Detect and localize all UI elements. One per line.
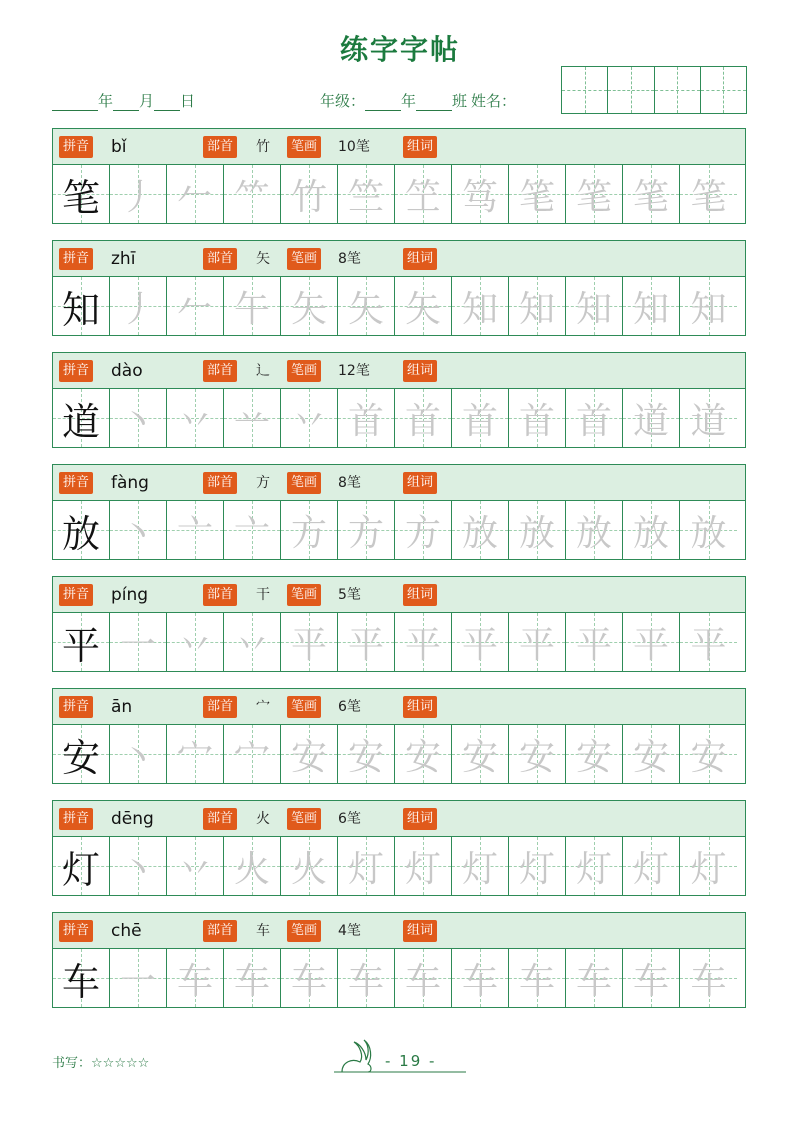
pinyin-tag: 拼音 [59, 360, 93, 382]
character-info-bar [52, 800, 746, 836]
stroke-step-character: 车 [233, 960, 270, 1002]
model-character: 放 [61, 511, 100, 556]
pinyin-value: ān [111, 697, 133, 717]
strokes-tag: 笔画 [287, 808, 321, 830]
trace-cell[interactable] [452, 389, 509, 447]
trace-cell[interactable] [110, 725, 167, 783]
trace-cell[interactable] [338, 613, 395, 671]
trace-cell[interactable] [395, 501, 452, 559]
tian-grid-row [52, 276, 746, 336]
character-info-bar [52, 464, 746, 500]
trace-cell[interactable] [452, 165, 509, 223]
trace-cell[interactable] [395, 165, 452, 223]
trace-cell[interactable] [167, 949, 224, 1007]
pinyin-value: chē [111, 921, 142, 941]
stroke-step-character: 灯 [461, 848, 498, 890]
trace-cell[interactable] [395, 389, 452, 447]
words-tag[interactable]: 组词 [403, 136, 437, 158]
trace-cell[interactable] [224, 389, 281, 447]
stroke-step-character: 放 [518, 512, 555, 554]
trace-cell[interactable] [167, 837, 224, 895]
trace-cell[interactable] [110, 949, 167, 1007]
stroke-step-character: 丷 [290, 400, 327, 442]
trace-cell[interactable] [680, 277, 737, 335]
stroke-step-character: 道 [690, 400, 727, 442]
stroke-step-character: 车 [176, 960, 213, 1002]
trace-cell[interactable] [566, 389, 623, 447]
trace-cell[interactable] [452, 725, 509, 783]
words-tag[interactable]: 组词 [403, 920, 437, 942]
stroke-step-character: 笔 [575, 176, 612, 218]
strokes-value: 4笔 [338, 923, 361, 939]
trace-cell[interactable] [281, 389, 338, 447]
radical-tag: 部首 [203, 696, 237, 718]
trace-cell[interactable] [509, 277, 566, 335]
radical-value: 矢 [256, 251, 270, 267]
trace-cell[interactable] [680, 501, 737, 559]
month-label: 月 [139, 92, 155, 110]
radical-tag: 部首 [203, 584, 237, 606]
day-blank[interactable] [154, 94, 180, 111]
trace-cell[interactable] [452, 949, 509, 1007]
pinyin-value: bǐ [111, 137, 127, 157]
trace-cell[interactable] [509, 165, 566, 223]
trace-cell[interactable] [338, 837, 395, 895]
stroke-step-character: 车 [461, 960, 498, 1002]
trace-cell[interactable] [338, 389, 395, 447]
stroke-step-character: 知 [575, 288, 612, 330]
trace-cell[interactable] [623, 165, 680, 223]
stroke-step-character: 灯 [518, 848, 555, 890]
grade-blank[interactable] [365, 94, 401, 111]
stroke-step-character: 笔 [690, 176, 727, 218]
model-character-cell [53, 165, 110, 223]
strokes-value: 12笔 [338, 363, 370, 379]
trace-cell[interactable] [566, 725, 623, 783]
trace-cell[interactable] [566, 501, 623, 559]
stroke-step-character: 知 [518, 288, 555, 330]
stroke-step-character: 丷 [233, 624, 270, 666]
model-character: 笔 [61, 175, 100, 220]
stroke-step-character: 午 [233, 288, 270, 330]
character-section [52, 352, 746, 448]
trace-cell[interactable] [281, 501, 338, 559]
words-tag[interactable]: 组词 [403, 472, 437, 494]
trace-cell[interactable] [509, 501, 566, 559]
pinyin-value: fàng [111, 473, 149, 493]
stroke-step-character: 矢 [347, 288, 384, 330]
trace-cell[interactable] [167, 389, 224, 447]
name-grid-box[interactable] [561, 66, 747, 114]
stroke-step-character: 𠂉 [176, 176, 213, 218]
words-tag[interactable]: 组词 [403, 696, 437, 718]
tian-grid-row [52, 836, 746, 896]
radical-value: 宀 [256, 699, 270, 715]
strokes-tag: 笔画 [287, 248, 321, 270]
stroke-step-character: 矢 [404, 288, 441, 330]
trace-cell[interactable] [566, 613, 623, 671]
trace-cell[interactable] [167, 277, 224, 335]
trace-cell[interactable] [452, 837, 509, 895]
stroke-step-character: 车 [290, 960, 327, 1002]
date-line [52, 90, 195, 111]
stroke-step-character: 放 [690, 512, 727, 554]
model-character-cell [53, 725, 110, 783]
model-character: 知 [61, 287, 100, 332]
trace-cell[interactable] [680, 613, 737, 671]
stroke-step-character: 灯 [575, 848, 612, 890]
stroke-step-character: 丷 [176, 400, 213, 442]
stroke-step-character: 𠂉 [176, 288, 213, 330]
strokes-tag: 笔画 [287, 360, 321, 382]
trace-cell[interactable] [566, 837, 623, 895]
tian-grid-row [52, 164, 746, 224]
stroke-step-character: 安 [575, 736, 612, 778]
stroke-step-character: 安 [290, 736, 327, 778]
student-info-line [320, 90, 516, 111]
stroke-step-character: 方 [347, 512, 384, 554]
trace-cell[interactable] [224, 949, 281, 1007]
strokes-value: 5笔 [338, 587, 361, 603]
page-title: 练字字帖 [339, 33, 460, 66]
stroke-step-character: 放 [461, 512, 498, 554]
trace-cell[interactable] [680, 837, 737, 895]
year-label: 年 [98, 92, 114, 110]
trace-cell[interactable] [395, 837, 452, 895]
model-character-cell [53, 949, 110, 1007]
trace-cell[interactable] [281, 837, 338, 895]
trace-cell[interactable] [566, 277, 623, 335]
trace-cell[interactable] [680, 725, 737, 783]
stroke-step-character: 丿 [119, 176, 156, 218]
stroke-step-character: 竺 [347, 176, 384, 218]
trace-cell[interactable] [395, 277, 452, 335]
trace-cell[interactable] [110, 837, 167, 895]
trace-cell[interactable] [623, 949, 680, 1007]
radical-tag: 部首 [203, 808, 237, 830]
trace-cell[interactable] [452, 501, 509, 559]
trace-cell[interactable] [566, 165, 623, 223]
model-character-cell [53, 501, 110, 559]
radical-value: 方 [256, 475, 270, 491]
name-label: 姓名： [471, 92, 517, 110]
pinyin-tag: 拼音 [59, 472, 93, 494]
stroke-step-character: 笔 [518, 176, 555, 218]
month-blank[interactable] [113, 94, 139, 111]
trace-cell[interactable] [680, 949, 737, 1007]
grade-year-label: 年 [401, 92, 417, 110]
radical-value: 竹 [256, 139, 270, 155]
stroke-step-character: 平 [347, 624, 384, 666]
trace-cell[interactable] [680, 389, 737, 447]
strokes-tag: 笔画 [287, 696, 321, 718]
trace-cell[interactable] [395, 725, 452, 783]
pinyin-tag: 拼音 [59, 136, 93, 158]
stroke-step-character: 丶 [119, 512, 156, 554]
strokes-tag: 笔画 [287, 136, 321, 158]
stroke-step-character: 安 [632, 736, 669, 778]
radical-value: 火 [256, 811, 270, 827]
stroke-step-character: 车 [347, 960, 384, 1002]
stroke-step-character: 首 [518, 400, 555, 442]
character-section [52, 240, 746, 336]
character-info-bar [52, 576, 746, 612]
name-grid-cell[interactable] [701, 67, 746, 113]
stroke-step-character: 笃 [461, 176, 498, 218]
stroke-step-character: ⺮ [233, 176, 270, 218]
stroke-step-character: 首 [575, 400, 612, 442]
stroke-step-character: 宀 [233, 736, 270, 778]
tian-grid-row [52, 724, 746, 784]
trace-cell[interactable] [110, 165, 167, 223]
stroke-step-character: 丿 [119, 288, 156, 330]
stroke-step-character: 䒑 [233, 400, 270, 442]
rating [52, 1052, 149, 1071]
stroke-step-character: 宀 [176, 736, 213, 778]
trace-cell[interactable] [338, 165, 395, 223]
stroke-step-character: 丶 [119, 400, 156, 442]
character-section [52, 128, 746, 224]
stroke-step-character: 首 [347, 400, 384, 442]
strokes-value: 10笔 [338, 139, 370, 155]
rating-label: 书写： [52, 1056, 92, 1071]
name-grid-cell[interactable] [562, 67, 608, 113]
pinyin-tag: 拼音 [59, 696, 93, 718]
trace-cell[interactable] [281, 725, 338, 783]
stroke-step-character: 知 [690, 288, 727, 330]
radical-value: 干 [256, 587, 270, 603]
trace-cell[interactable] [110, 389, 167, 447]
pinyin-tag: 拼音 [59, 584, 93, 606]
stroke-step-character: 笁 [404, 176, 441, 218]
year-blank[interactable] [52, 94, 98, 111]
pinyin-tag: 拼音 [59, 248, 93, 270]
stroke-step-character: 火 [233, 848, 270, 890]
stroke-step-character: 车 [404, 960, 441, 1002]
character-section [52, 688, 746, 784]
strokes-tag: 笔画 [287, 920, 321, 942]
model-character-cell [53, 837, 110, 895]
stroke-step-character: 车 [575, 960, 612, 1002]
radical-tag: 部首 [203, 248, 237, 270]
pinyin-tag: 拼音 [59, 920, 93, 942]
stroke-step-character: 丶 [119, 736, 156, 778]
trace-cell[interactable] [509, 725, 566, 783]
trace-cell[interactable] [338, 949, 395, 1007]
stroke-step-character: 车 [690, 960, 727, 1002]
character-info-bar [52, 912, 746, 948]
stroke-step-character: 道 [632, 400, 669, 442]
stroke-step-character: 丷 [176, 624, 213, 666]
stroke-step-character: 安 [461, 736, 498, 778]
trace-cell[interactable] [281, 613, 338, 671]
stroke-step-character: 一 [119, 960, 156, 1002]
trace-cell[interactable] [680, 165, 737, 223]
trace-cell[interactable] [167, 501, 224, 559]
trace-cell[interactable] [509, 837, 566, 895]
character-section [52, 464, 746, 560]
character-section [52, 800, 746, 896]
stroke-step-character: 车 [518, 960, 555, 1002]
radical-tag: 部首 [203, 472, 237, 494]
tian-grid-row [52, 500, 746, 560]
stroke-step-character: 笔 [632, 176, 669, 218]
strokes-value: 6笔 [338, 699, 361, 715]
trace-cell[interactable] [452, 277, 509, 335]
stroke-step-character: 灯 [632, 848, 669, 890]
trace-cell[interactable] [566, 949, 623, 1007]
stroke-step-character: 平 [290, 624, 327, 666]
model-character: 平 [61, 623, 100, 668]
trace-cell[interactable] [338, 501, 395, 559]
trace-cell[interactable] [281, 949, 338, 1007]
model-character: 灯 [61, 847, 100, 892]
trace-cell[interactable] [281, 277, 338, 335]
trace-cell[interactable] [224, 837, 281, 895]
character-info-bar [52, 240, 746, 276]
stroke-step-character: 安 [690, 736, 727, 778]
trace-cell[interactable] [623, 837, 680, 895]
stroke-step-character: 亠 [176, 512, 213, 554]
stroke-step-character: 安 [404, 736, 441, 778]
words-tag[interactable]: 组词 [403, 248, 437, 270]
model-character-cell [53, 613, 110, 671]
trace-cell[interactable] [110, 501, 167, 559]
trace-cell[interactable] [224, 501, 281, 559]
day-label: 日 [180, 92, 196, 110]
character-section [52, 576, 746, 672]
trace-cell[interactable] [395, 613, 452, 671]
strokes-value: 8笔 [338, 251, 361, 267]
stroke-step-character: 放 [575, 512, 612, 554]
stroke-step-character: 亠 [233, 512, 270, 554]
trace-cell[interactable] [338, 725, 395, 783]
stroke-step-character: 平 [575, 624, 612, 666]
tian-grid-row [52, 388, 746, 448]
words-tag[interactable]: 组词 [403, 584, 437, 606]
stroke-step-character: 方 [290, 512, 327, 554]
words-tag[interactable]: 组词 [403, 808, 437, 830]
words-tag[interactable]: 组词 [403, 360, 437, 382]
stroke-step-character: 火 [290, 848, 327, 890]
trace-cell[interactable] [167, 613, 224, 671]
stroke-step-character: 一 [119, 624, 156, 666]
pinyin-tag: 拼音 [59, 808, 93, 830]
trace-cell[interactable] [509, 389, 566, 447]
grade-label: 年级： [320, 92, 366, 110]
stroke-step-character: 矢 [290, 288, 327, 330]
stroke-step-character: 方 [404, 512, 441, 554]
trace-cell[interactable] [623, 389, 680, 447]
pinyin-value: zhī [111, 249, 136, 269]
page-number: - 19 - [385, 1052, 437, 1070]
trace-cell[interactable] [338, 277, 395, 335]
trace-cell[interactable] [281, 165, 338, 223]
stroke-step-character: 丷 [176, 848, 213, 890]
stroke-step-character: 灯 [690, 848, 727, 890]
stroke-step-character: 放 [632, 512, 669, 554]
model-character-cell [53, 389, 110, 447]
model-character: 安 [61, 735, 100, 780]
stroke-step-character: 车 [632, 960, 669, 1002]
radical-value: 车 [256, 923, 270, 939]
radical-tag: 部首 [203, 136, 237, 158]
trace-cell[interactable] [623, 501, 680, 559]
trace-cell[interactable] [452, 613, 509, 671]
stroke-step-character: 平 [690, 624, 727, 666]
model-character: 道 [61, 399, 100, 444]
stroke-step-character: 首 [461, 400, 498, 442]
stroke-step-character: 灯 [347, 848, 384, 890]
stroke-step-character: 知 [461, 288, 498, 330]
radical-tag: 部首 [203, 360, 237, 382]
trace-cell[interactable] [509, 949, 566, 1007]
stroke-step-character: 丶 [119, 848, 156, 890]
trace-cell[interactable] [623, 277, 680, 335]
character-info-bar [52, 352, 746, 388]
stroke-step-character: 知 [632, 288, 669, 330]
stroke-step-character: 竹 [290, 176, 327, 218]
trace-cell[interactable] [623, 725, 680, 783]
tian-grid-row [52, 612, 746, 672]
model-character-cell [53, 277, 110, 335]
class-blank[interactable] [416, 94, 452, 111]
trace-cell[interactable] [167, 165, 224, 223]
class-label: 班 [452, 92, 468, 110]
strokes-value: 6笔 [338, 811, 361, 827]
strokes-value: 8笔 [338, 475, 361, 491]
rating-stars[interactable]: ☆☆☆☆☆ [91, 1056, 150, 1071]
trace-cell[interactable] [224, 725, 281, 783]
character-info-bar [52, 128, 746, 164]
stroke-step-character: 安 [518, 736, 555, 778]
trace-cell[interactable] [224, 165, 281, 223]
trace-cell[interactable] [167, 725, 224, 783]
strokes-tag: 笔画 [287, 472, 321, 494]
model-character: 车 [61, 959, 100, 1004]
stroke-step-character: 平 [518, 624, 555, 666]
name-grid-cell[interactable] [655, 67, 701, 113]
radical-tag: 部首 [203, 920, 237, 942]
pinyin-value: dēng [111, 809, 154, 829]
trace-cell[interactable] [110, 277, 167, 335]
pinyin-value: dào [111, 361, 143, 381]
trace-cell[interactable] [509, 613, 566, 671]
stroke-step-character: 安 [347, 736, 384, 778]
radical-value: 辶 [256, 363, 270, 379]
stroke-step-character: 首 [404, 400, 441, 442]
trace-cell[interactable] [395, 949, 452, 1007]
trace-cell[interactable] [224, 613, 281, 671]
trace-cell[interactable] [224, 277, 281, 335]
stroke-step-character: 平 [461, 624, 498, 666]
pinyin-value: píng [111, 585, 149, 605]
tian-grid-row [52, 948, 746, 1008]
character-section [52, 912, 746, 1008]
trace-cell[interactable] [623, 613, 680, 671]
strokes-tag: 笔画 [287, 584, 321, 606]
trace-cell[interactable] [110, 613, 167, 671]
name-grid-cell[interactable] [608, 67, 654, 113]
stroke-step-character: 平 [404, 624, 441, 666]
stroke-step-character: 平 [632, 624, 669, 666]
stroke-step-character: 灯 [404, 848, 441, 890]
character-info-bar [52, 688, 746, 724]
